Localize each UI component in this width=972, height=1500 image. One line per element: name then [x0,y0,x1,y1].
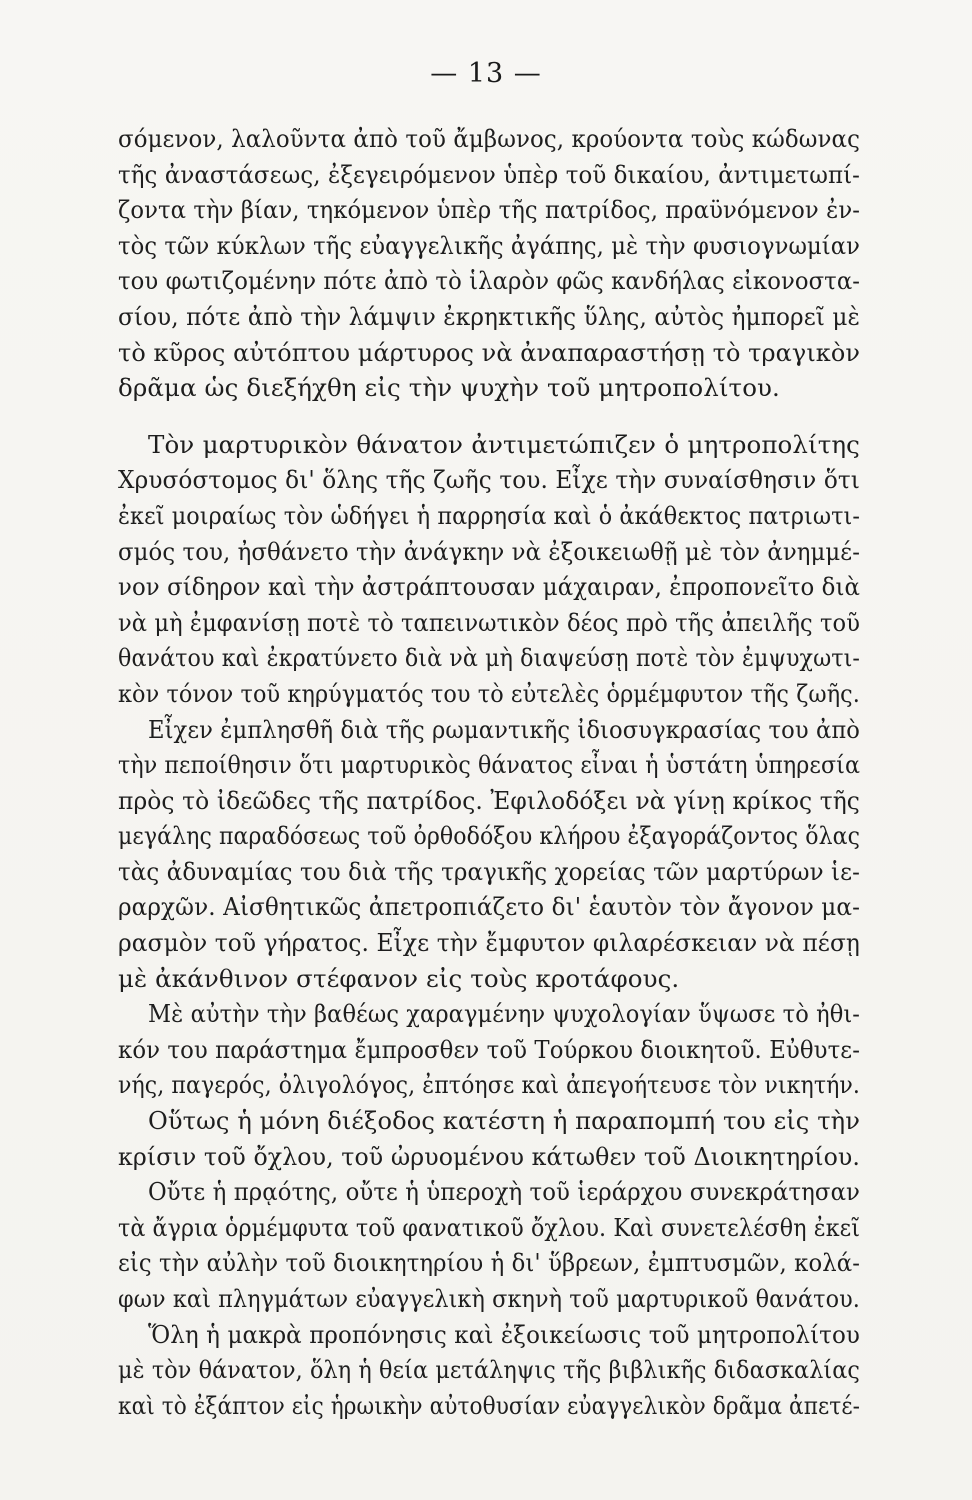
text-line: Οὔτε ἡ πρᾳότης, οὔτε ἡ ὑπεροχὴ τοῦ ἱεράρχου συνεκράτησαν [148,1177,860,1207]
text-line: Τὸν μαρτυρικὸν θάνατον ἀντιμετώπιζεν ὁ μητροπολίτης [148,429,860,459]
text-line: ἐκεῖ μοιραίως τὸν ὡδήγει ἡ παρρησία καὶ ὁ ἀκάθεκτος πατριωτι- [118,500,860,530]
text-line: κόν του παράστημα ἔμπροσθεν τοῦ Τούρκου διοικητοῦ. Εὐθυτε- [118,1034,860,1064]
text-line: νὰ μὴ ἐμφανίσῃ ποτὲ τὸ ταπεινωτικὸν δέος πρὸ τῆς ἀπειλῆς τοῦ [118,607,860,637]
text-line: Χρυσόστομος δι' ὅλης τῆς ζωῆς του. Εἶχε τὴν συναίσθησιν ὅτι [118,465,860,495]
text-line: τὴν πεποίθησιν ὅτι μαρτυρικὸς θάνατος εἶναι ἡ ὑστάτη ὑπηρεσία [118,750,860,780]
text-line: πρὸς τὸ ἰδεῶδες τῆς πατρίδος. Ἐφιλοδόξει νὰ γίνῃ κρίκος τῆς [118,785,860,815]
text-line: τὸ κῦρος αὐτόπτου μάρτυρος νὰ ἀναπαραστήσῃ τὸ τραγικὸν [118,337,860,367]
text-line: Εἶχεν ἐμπλησθῆ διὰ τῆς ρωμαντικῆς ἰδιοσυγκρασίας του ἀπὸ [148,714,860,744]
text-line: κὸν τόνον τοῦ κηρύγματός του τὸ εὐτελὲς ὁρμέμφυτον τῆς ζωῆς. [118,678,860,708]
text-line: τὸς τῶν κύκλων τῆς εὐαγγελικῆς ἀγάπης, μὲ τὴν φυσιογνωμίαν [118,230,860,260]
text-line: τὰ ἄγρια ὁρμέμφυτα τοῦ φανατικοῦ ὄχλου. Καὶ συνετελέσθη ἐκεῖ [118,1212,860,1242]
text-line: νής, παγερός, ὀλιγολόγος, ἐπτόησε καὶ ἀπεγοήτευσε τὸν νικητήν. [118,1070,860,1100]
text-line: τὰς ἀδυναμίας του διὰ τῆς τραγικῆς χορείας τῶν μαρτύρων ἱε- [118,856,860,886]
text-line: θανάτου καὶ ἐκρατύνετο διὰ νὰ μὴ διαψεύσῃ ποτὲ τὸν ἐμψυχωτι- [118,643,860,673]
text-line: μὲ ἀκάνθινον στέφανον εἰς τοὺς κροτάφους. [118,963,680,993]
text-line: νον σίδηρον καὶ τὴν ἀστράπτουσαν μάχαιραν, ἐπροπονεῖτο διὰ [118,572,860,602]
text-line: σίου, πότε ἀπὸ τὴν λάμψιν ἐκρηκτικῆς ὕλης, αὐτὸς ἠμπορεῖ μὲ [118,301,860,331]
text-line: Ὅλη ἡ μακρὰ προπόνησις καὶ ἐξοικείωσις τοῦ μητροπολίτου [148,1319,860,1349]
text-line: φων καὶ πληγμάτων εὐαγγελικὴ σκηνὴ τοῦ μαρτυρικοῦ θανάτου. [118,1284,860,1313]
text-line: τῆς ἀναστάσεως, ἐξεγειρόμενον ὑπὲρ τοῦ δικαίου, ἀντιμετωπί- [118,159,860,189]
text-line: μὲ τὸν θάνατον, ὅλη ἡ θεία μετάληψις τῆς βιβλικῆς διδασκαλίας [118,1355,860,1385]
page-number: — 13 — [430,58,542,89]
text-line: κρίσιν τοῦ ὄχλου, τοῦ ὠρυομένου κάτωθεν τοῦ Διοικητηρίου. [118,1141,860,1171]
text-line: ζοντα τὴν βίαν, τηκόμενον ὑπὲρ τῆς πατρίδος, πραϋνόμενον ἐν- [118,195,860,225]
text-line: του φωτιζομένην πότε ἀπὸ τὸ ἱλαρὸν φῶς κανδήλας εἰκονοστα- [118,266,860,296]
text-line: καὶ τὸ ἐξάπτον εἰς ἡρωικὴν αὐτοθυσίαν εὐαγγελικὸν δρᾶμα ἀπετέ- [118,1390,860,1420]
text-line: σμός του, ἠσθάνετο τὴν ἀνάγκην νὰ ἐξοικειωθῇ μὲ τὸν ἀνημμέ- [118,536,860,566]
text-line: μεγάλης παραδόσεως τοῦ ὀρθοδόξου κλήρου ἐξαγοράζοντος ὅλας [118,821,860,851]
text-line: Οὕτως ἡ μόνη διέξοδος κατέστη ἡ παραπομπή του εἰς τὴν [148,1106,860,1136]
text-line: δρᾶμα ὡς διεξήχθη εἰς τὴν ψυχὴν τοῦ μητροπολίτου. [118,373,780,403]
text-line: ραρχῶν. Αἰσθητικῶς ἀπετροπιάζετο δι' ἑαυτὸν τὸν ἄγονον μα- [118,892,860,922]
body-text [118,121,860,1423]
text-line: εἰς τὴν αὐλὴν τοῦ διοικητηρίου ἡ δι' ὕβρεων, ἐμπτυσμῶν, κολά- [118,1248,860,1278]
text-line: Μὲ αὐτὴν τὴν βαθέως χαραγμένην ψυχολογίαν ὕψωσε τὸ ἠθι- [148,999,860,1029]
text-line: ρασμὸν τοῦ γήρατος. Εἶχε τὴν ἔμφυτον φιλαρέσκειαν νὰ πέσῃ [118,928,860,958]
text-line: σόμενον, λαλοῦντα ἀπὸ τοῦ ἄμβωνος, κρούοντα τοὺς κώδωνας [118,124,860,153]
